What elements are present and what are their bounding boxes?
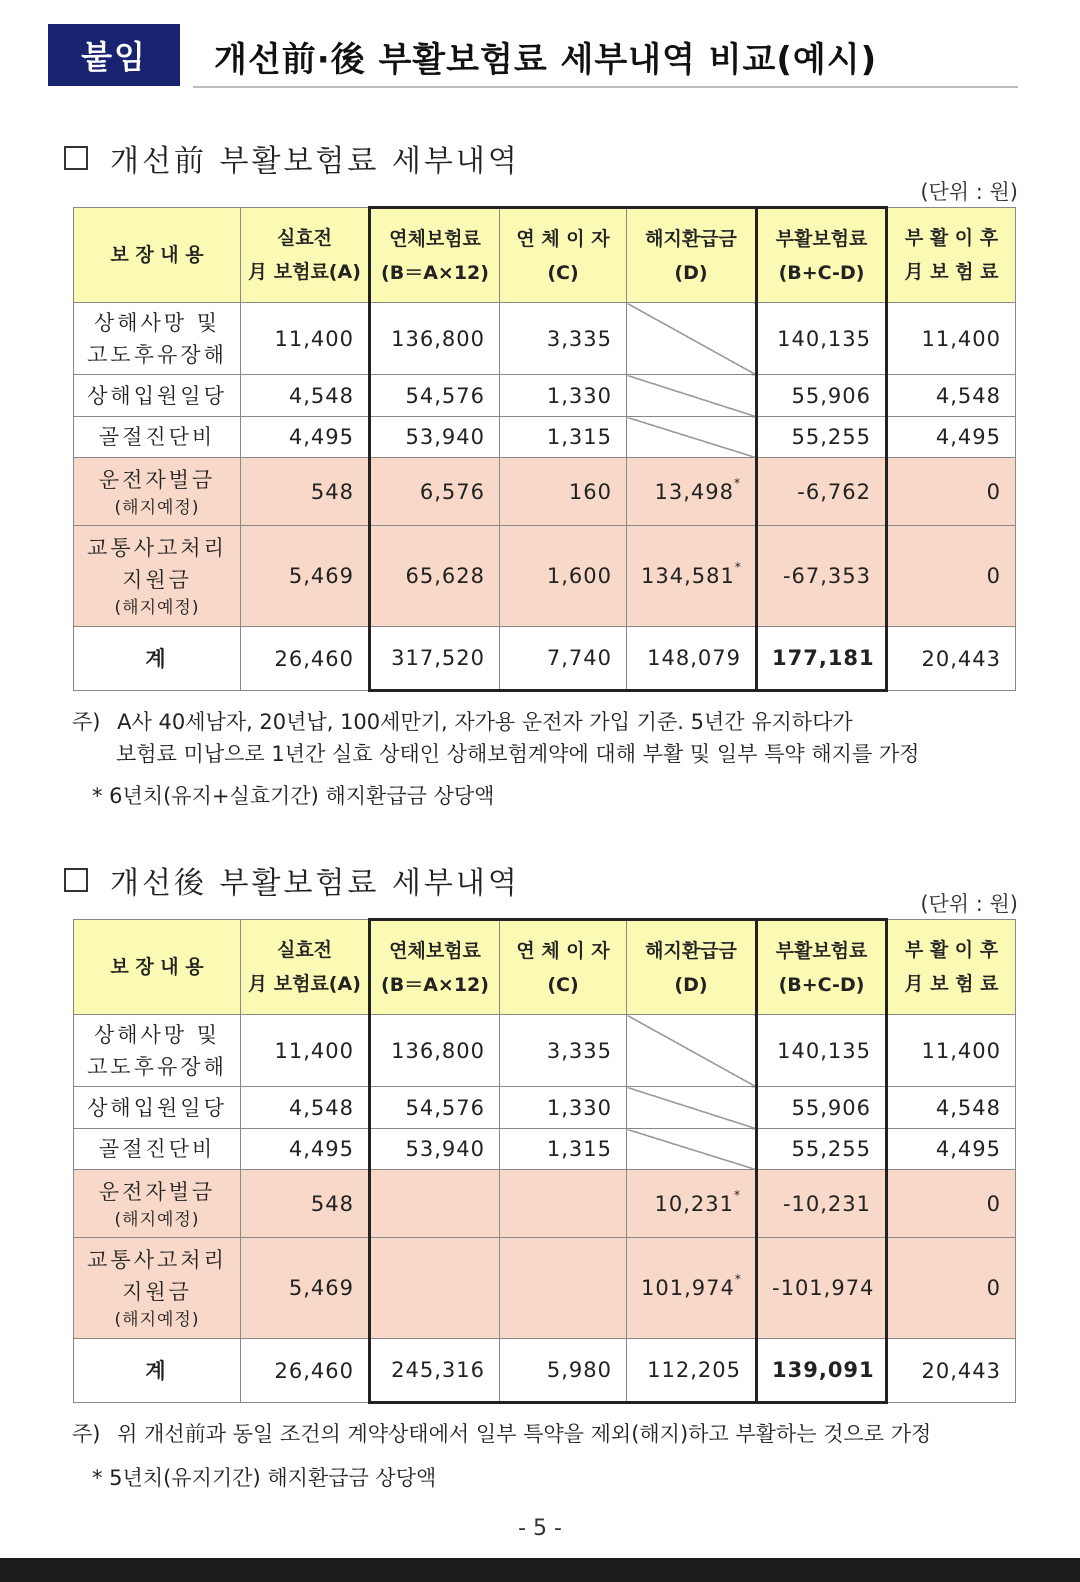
cell-b: 54,576 [370, 1087, 500, 1129]
cell-d-empty [627, 303, 757, 375]
cell-d-empty [627, 1087, 757, 1129]
cell-e: 55,255 [757, 1129, 887, 1170]
cell-d: 10,231* [627, 1170, 757, 1238]
cell-b-empty [370, 1238, 500, 1339]
cell-b: 65,628 [370, 526, 500, 627]
cell-e: -6,762 [757, 458, 887, 526]
row-label: 상해사망 및 고도후유장해 [74, 303, 241, 375]
table-header-row [74, 920, 1016, 1015]
footnote-after: * 5년치(유지기간) 해지환급금 상당액 [92, 1466, 437, 1490]
table-total-row [74, 627, 1016, 691]
table-header-row [74, 208, 1016, 303]
header-post-revival-premium: 부 활 이 후 月 보 험 료 [887, 920, 1016, 1015]
cell-c-empty [500, 1238, 627, 1339]
header-monthly-premium: 실효전 月 보험료(A) [241, 920, 370, 1015]
table-row [74, 1015, 1016, 1087]
cell-d: 134,581* [627, 526, 757, 627]
cell-f: 0 [887, 1170, 1016, 1238]
checkbox-icon [64, 868, 88, 892]
cell-a: 4,548 [241, 1087, 370, 1129]
total-d: 112,205 [627, 1339, 757, 1403]
header-monthly-premium: 실효전 月 보험료(A) [241, 208, 370, 303]
total-label: 계 [74, 627, 241, 691]
cell-c: 3,335 [500, 1015, 627, 1087]
footnote-before: * 6년치(유지+실효기간) 해지환급금 상당액 [92, 784, 495, 808]
cell-f: 11,400 [887, 303, 1016, 375]
header-coverage: 보 장 내 용 [74, 208, 241, 303]
page-number: - 5 - [518, 1516, 562, 1541]
cell-d-empty [627, 375, 757, 417]
cell-f: 4,495 [887, 1129, 1016, 1170]
section-before-title: 개선前 부활보험료 세부내역 [64, 136, 520, 180]
row-label: 골절진단비 [74, 1129, 241, 1170]
cell-b: 136,800 [370, 303, 500, 375]
cell-a: 11,400 [241, 303, 370, 375]
table-row-terminated [74, 458, 1016, 526]
attachment-badge: 붙임 [48, 24, 180, 86]
cell-f: 0 [887, 1238, 1016, 1339]
row-label: 골절진단비 [74, 417, 241, 458]
cell-c: 3,335 [500, 303, 627, 375]
row-label: 상해입원일당 [74, 375, 241, 417]
cell-a: 4,495 [241, 1129, 370, 1170]
header-overdue-interest: 연 체 이 자 (C) [500, 920, 627, 1015]
header-surrender-value: 해지환급금 (D) [627, 920, 757, 1015]
title-underline [193, 86, 1018, 88]
cell-e: -67,353 [757, 526, 887, 627]
table-total-row [74, 1339, 1016, 1403]
cell-b: 136,800 [370, 1015, 500, 1087]
cell-f: 4,495 [887, 417, 1016, 458]
cell-c: 160 [500, 458, 627, 526]
header-coverage: 보 장 내 용 [74, 920, 241, 1015]
cell-c-empty [500, 1170, 627, 1238]
row-label: 교통사고처리 지원금 (해지예정) [74, 1238, 241, 1339]
header-overdue-interest: 연 체 이 자 (C) [500, 208, 627, 303]
cell-e: 140,135 [757, 303, 887, 375]
table-row [74, 375, 1016, 417]
table-after [73, 918, 1016, 1404]
cell-b-empty [370, 1170, 500, 1238]
cell-c: 1,330 [500, 1087, 627, 1129]
note-before: 주) A사 40세남자, 20년납, 100세만기, 자가용 운전자 가입 기준. 5년간 유지하다가 보험료 미납으로 1년간 실효 상태인 상해보험계약에 대해 부활 및 일부 특약 해지를 가정 [72, 710, 920, 766]
total-a: 26,460 [241, 1339, 370, 1403]
bottom-bar [0, 1558, 1080, 1582]
total-e: 139,091 [757, 1339, 887, 1403]
cell-b: 53,940 [370, 417, 500, 458]
cell-a: 5,469 [241, 1238, 370, 1339]
table-row-terminated [74, 526, 1016, 627]
unit-label-after: (단위 : 원) [920, 892, 1018, 916]
total-f: 20,443 [887, 627, 1016, 691]
cell-a: 548 [241, 1170, 370, 1238]
header-overdue-premium: 연체보험료 (B＝A×12) [370, 920, 500, 1015]
cell-e: -101,974 [757, 1238, 887, 1339]
total-label: 계 [74, 1339, 241, 1403]
row-label: 운전자벌금 (해지예정) [74, 458, 241, 526]
header-overdue-premium: 연체보험료 (B＝A×12) [370, 208, 500, 303]
total-c: 7,740 [500, 627, 627, 691]
cell-e: -10,231 [757, 1170, 887, 1238]
cell-f: 0 [887, 458, 1016, 526]
total-d: 148,079 [627, 627, 757, 691]
table-row-terminated [74, 1170, 1016, 1238]
cell-c: 1,600 [500, 526, 627, 627]
row-label: 상해입원일당 [74, 1087, 241, 1129]
cell-e: 55,255 [757, 417, 887, 458]
row-label: 교통사고처리 지원금 (해지예정) [74, 526, 241, 627]
cell-e: 55,906 [757, 375, 887, 417]
cell-c: 1,330 [500, 375, 627, 417]
cell-a: 548 [241, 458, 370, 526]
cell-d-empty [627, 417, 757, 458]
total-e: 177,181 [757, 627, 887, 691]
cell-d: 13,498* [627, 458, 757, 526]
cell-f: 11,400 [887, 1015, 1016, 1087]
cell-a: 5,469 [241, 526, 370, 627]
note-after: 주) 위 개선前과 동일 조건의 계약상태에서 일부 특약을 제외(해지)하고 부활하는 것으로 가정 [72, 1422, 932, 1446]
header-revival-premium: 부활보험료 (B+C-D) [757, 920, 887, 1015]
checkbox-icon [64, 146, 88, 170]
cell-f: 0 [887, 526, 1016, 627]
table-row [74, 1087, 1016, 1129]
cell-f: 4,548 [887, 1087, 1016, 1129]
cell-d-empty [627, 1129, 757, 1170]
row-label: 상해사망 및 고도후유장해 [74, 1015, 241, 1087]
section-after-title: 개선後 부활보험료 세부내역 [64, 858, 520, 902]
cell-f: 4,548 [887, 375, 1016, 417]
cell-d: 101,974* [627, 1238, 757, 1339]
total-f: 20,443 [887, 1339, 1016, 1403]
row-label: 운전자벌금 (해지예정) [74, 1170, 241, 1238]
cell-b: 6,576 [370, 458, 500, 526]
table-row [74, 1129, 1016, 1170]
header-post-revival-premium: 부 활 이 후 月 보 험 료 [887, 208, 1016, 303]
unit-label-before: (단위 : 원) [920, 180, 1018, 204]
total-c: 5,980 [500, 1339, 627, 1403]
cell-b: 54,576 [370, 375, 500, 417]
cell-a: 4,548 [241, 375, 370, 417]
document-header [48, 24, 1018, 90]
total-a: 26,460 [241, 627, 370, 691]
total-b: 317,520 [370, 627, 500, 691]
document-title: 개선前·後 부활보험료 세부내역 비교(예시) [214, 40, 878, 80]
cell-c: 1,315 [500, 417, 627, 458]
cell-e: 140,135 [757, 1015, 887, 1087]
header-surrender-value: 해지환급금 (D) [627, 208, 757, 303]
cell-a: 4,495 [241, 417, 370, 458]
total-b: 245,316 [370, 1339, 500, 1403]
cell-d-empty [627, 1015, 757, 1087]
cell-c: 1,315 [500, 1129, 627, 1170]
cell-a: 11,400 [241, 1015, 370, 1087]
cell-e: 55,906 [757, 1087, 887, 1129]
table-before [73, 206, 1016, 692]
table-row [74, 303, 1016, 375]
cell-b: 53,940 [370, 1129, 500, 1170]
header-revival-premium: 부활보험료 (B+C-D) [757, 208, 887, 303]
table-row-terminated [74, 1238, 1016, 1339]
table-row [74, 417, 1016, 458]
